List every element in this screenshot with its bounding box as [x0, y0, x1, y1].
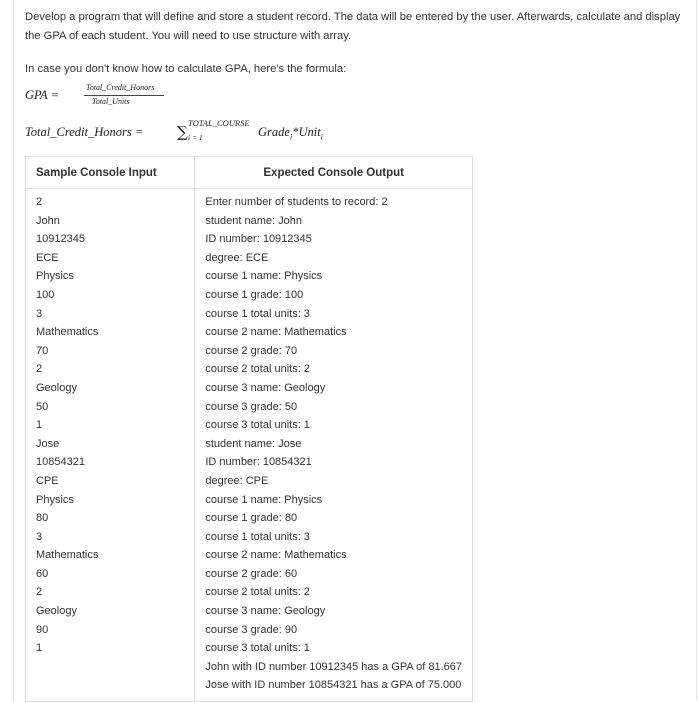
- problem-description: Develop a program that will define and store a student record. The data will be entered by the user. Afterwards, calculate and display the GPA of each student. You will need to use structure with array.: [25, 11, 681, 42]
- input-line: 1: [36, 642, 43, 655]
- header-expected-output: Expected Console Output: [195, 157, 473, 189]
- output-line: course 3 total units: 1: [205, 419, 310, 432]
- fraction-bar: [84, 95, 164, 96]
- input-line: 10854321: [36, 456, 85, 469]
- input-line: 2: [36, 586, 43, 599]
- input-line: 10912345: [36, 233, 85, 246]
- output-line: course 1 grade: 80: [205, 512, 298, 525]
- grade-term: Grade: [258, 125, 290, 139]
- input-line: 70: [36, 344, 49, 357]
- input-line: 100: [36, 288, 55, 301]
- input-line: Mathematics: [36, 549, 99, 562]
- output-line: student name: John: [205, 214, 302, 227]
- tch-formula-lhs: Total_Credit_Honors =: [25, 125, 144, 139]
- input-line: 80: [36, 512, 49, 525]
- sample-input-cell: [26, 189, 195, 702]
- output-line: course 1 name: Physics: [205, 493, 323, 506]
- input-line: 1: [36, 419, 43, 432]
- formula-intro: In case you don't know how to calculate GPA, here's the formula:: [25, 63, 347, 75]
- sigma-symbol: ∑: [177, 123, 188, 141]
- input-line: Physics: [36, 270, 74, 283]
- tch-formula-term: [258, 125, 323, 142]
- output-line: course 3 grade: 50: [205, 400, 298, 413]
- output-line: course 1 total units: 3: [205, 307, 310, 320]
- output-line: degree: ECE: [205, 251, 269, 264]
- input-line: 50: [36, 400, 49, 413]
- input-line: John: [36, 214, 60, 227]
- input-line: 3: [36, 307, 43, 320]
- sum-upper-limit: TOTAL_COURSE: [188, 118, 250, 128]
- input-line: Geology: [36, 605, 77, 618]
- output-line: course 3 name: Geology: [205, 381, 326, 394]
- input-line: 2: [36, 196, 43, 208]
- gpa-formula-lhs: GPA =: [25, 88, 60, 102]
- gpa-denominator: Total_Units: [92, 97, 130, 106]
- output-line: student name: Jose: [205, 437, 302, 450]
- gpa-numerator: Total_Credit_Honors: [86, 83, 155, 92]
- input-line: 90: [36, 623, 49, 636]
- sum-lower-limit: i = 1: [188, 133, 203, 142]
- input-line: 3: [36, 530, 43, 543]
- output-line: course 1 grade: 100: [205, 288, 304, 301]
- output-line: course 2 name: Mathematics: [205, 549, 347, 562]
- output-line: degree: CPE: [205, 474, 269, 487]
- input-line: ECE: [36, 251, 59, 264]
- output-line: course 2 grade: 70: [205, 344, 298, 357]
- unit-term: *Unit: [292, 125, 321, 139]
- expected-output-cell: [195, 189, 473, 702]
- output-line: Jose with ID number 10854321 has a GPA of 75.000: [205, 679, 462, 692]
- input-line: CPE: [36, 474, 59, 487]
- input-line: Geology: [36, 381, 77, 394]
- output-line: course 1 name: Physics: [205, 270, 323, 283]
- table-row: [26, 189, 473, 702]
- output-line: course 2 name: Mathematics: [205, 326, 347, 339]
- input-line: Physics: [36, 493, 74, 506]
- output-line: ID number: 10854321: [205, 456, 312, 469]
- output-line: course 3 total units: 1: [205, 642, 310, 655]
- output-line: course 2 total units: 2: [205, 363, 310, 376]
- input-line: Mathematics: [36, 326, 99, 339]
- input-line: Jose: [36, 437, 60, 450]
- input-line: 2: [36, 363, 43, 376]
- output-line: course 2 grade: 60: [205, 567, 298, 580]
- output-line: course 1 total units: 3: [205, 530, 310, 543]
- grade-subscript: i: [289, 132, 293, 142]
- table-header-row: [26, 157, 473, 189]
- output-line: ID number: 10912345: [205, 233, 312, 246]
- output-line: course 3 grade: 90: [205, 623, 298, 636]
- unit-subscript: i: [320, 132, 323, 142]
- input-line: 60: [36, 567, 49, 580]
- output-line: course 3 name: Geology: [205, 605, 326, 618]
- sample-io-table: [25, 156, 473, 702]
- output-line: Enter number of students to record: 2: [205, 196, 388, 208]
- output-line: course 2 total units: 2: [205, 586, 310, 599]
- output-line: John with ID number 10912345 has a GPA of 81.667: [205, 660, 462, 673]
- header-sample-input: Sample Console Input: [26, 157, 195, 189]
